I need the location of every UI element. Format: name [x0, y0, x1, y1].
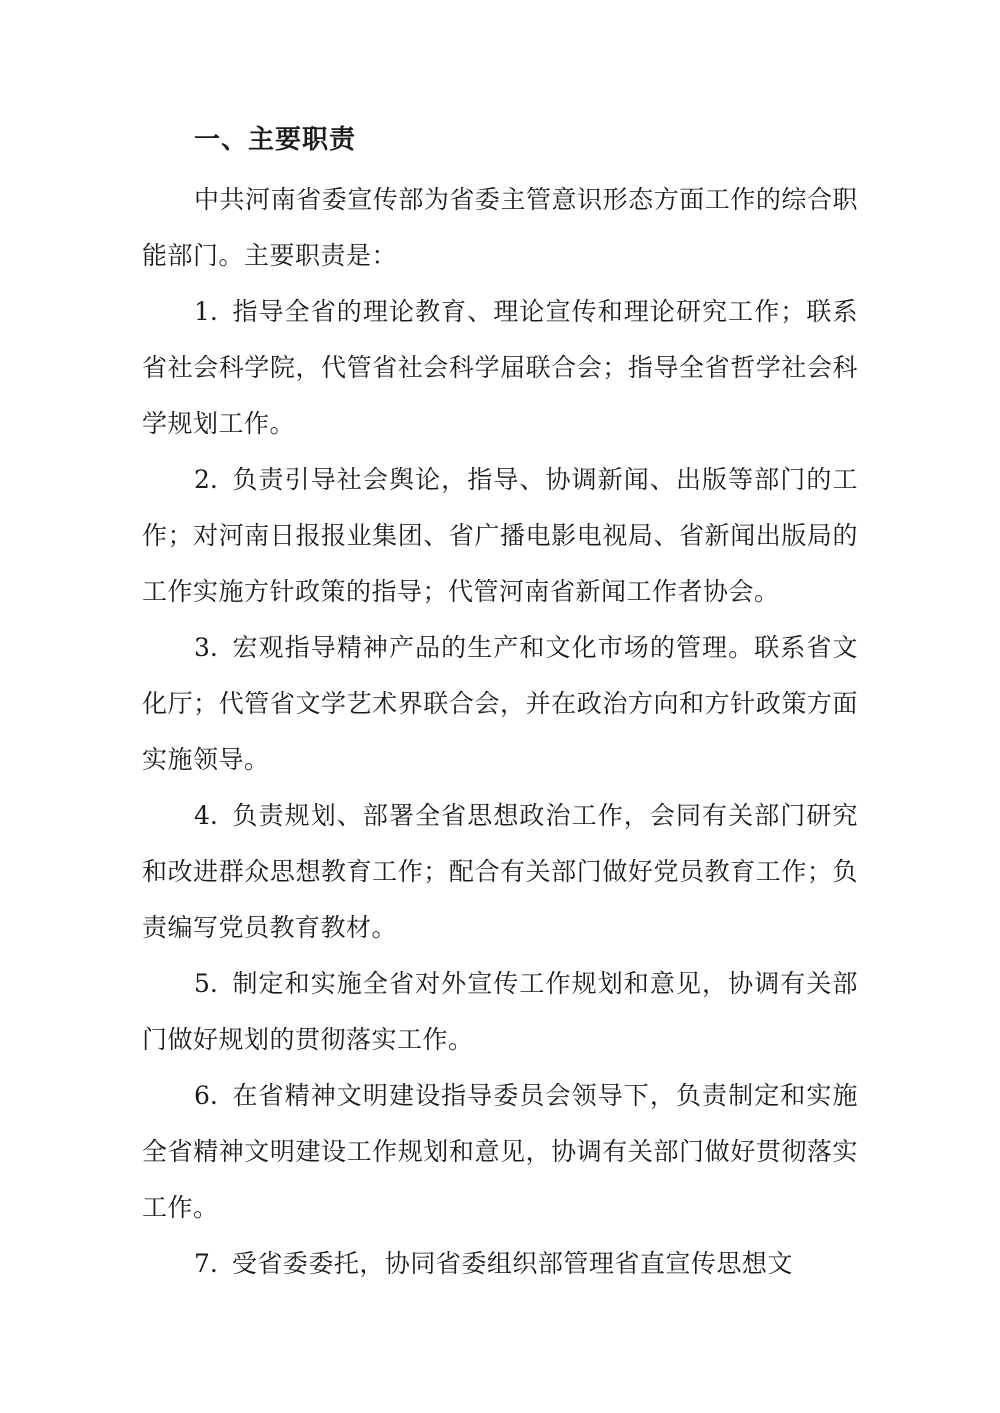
paragraph-item-3 — [142, 620, 858, 788]
paragraph-item-4 — [142, 788, 858, 956]
paragraph-text: 中共河南省委宣传部为省委主管意识形态方面工作的综合职能部门。主要职责是： — [142, 185, 858, 270]
paragraph-number: 7. — [194, 1249, 218, 1278]
paragraph-text: 负责引导社会舆论，指导、协调新闻、出版等部门的工作；对河南日报报业集团、省广播电影电视局、省新闻出版局的工作实施方针政策的指导；代管河南省新闻工作者协会。 — [142, 465, 858, 606]
paragraph-item-2 — [142, 452, 858, 620]
paragraph-text: 负责规划、部署全省思想政治工作，会同有关部门研究和改进群众思想教育工作；配合有关部门做好党员教育工作；负责编写党员教育教材。 — [142, 801, 858, 942]
paragraph-number: 6. — [194, 1081, 218, 1110]
paragraph-number: 4. — [194, 801, 218, 830]
document-body — [142, 112, 858, 1292]
paragraph-item-1 — [142, 284, 858, 452]
section-heading: 一、主要职责 — [194, 125, 357, 155]
paragraph-number: 1. — [194, 297, 218, 326]
paragraph-text: 在省精神文明建设指导委员会领导下，负责制定和实施全省精神文明建设工作规划和意见，协调有关部门做好贯彻落实工作。 — [142, 1081, 858, 1222]
paragraph-number: 2. — [194, 465, 218, 494]
paragraph-text: 宏观指导精神产品的生产和文化市场的管理。联系省文化厅；代管省文学艺术界联合会，并在政治方向和方针政策方面实施领导。 — [142, 633, 858, 774]
paragraph-number: 3. — [194, 633, 218, 662]
paragraph-item-5 — [142, 956, 858, 1068]
paragraph-number: 5. — [194, 969, 218, 998]
paragraph-text: 制定和实施全省对外宣传工作规划和意见，协调有关部门做好规划的贯彻落实工作。 — [142, 969, 858, 1054]
paragraph-intro — [142, 172, 858, 284]
paragraph-text: 受省委委托，协同省委组织部管理省直宣传思想文 — [231, 1249, 793, 1278]
paragraph-text: 指导全省的理论教育、理论宣传和理论研究工作；联系省社会科学院，代管省社会科学届联合会；指导全省哲学社会科学规划工作。 — [142, 297, 858, 438]
paragraph-item-6 — [142, 1068, 858, 1236]
paragraph-item-7 — [142, 1236, 858, 1292]
